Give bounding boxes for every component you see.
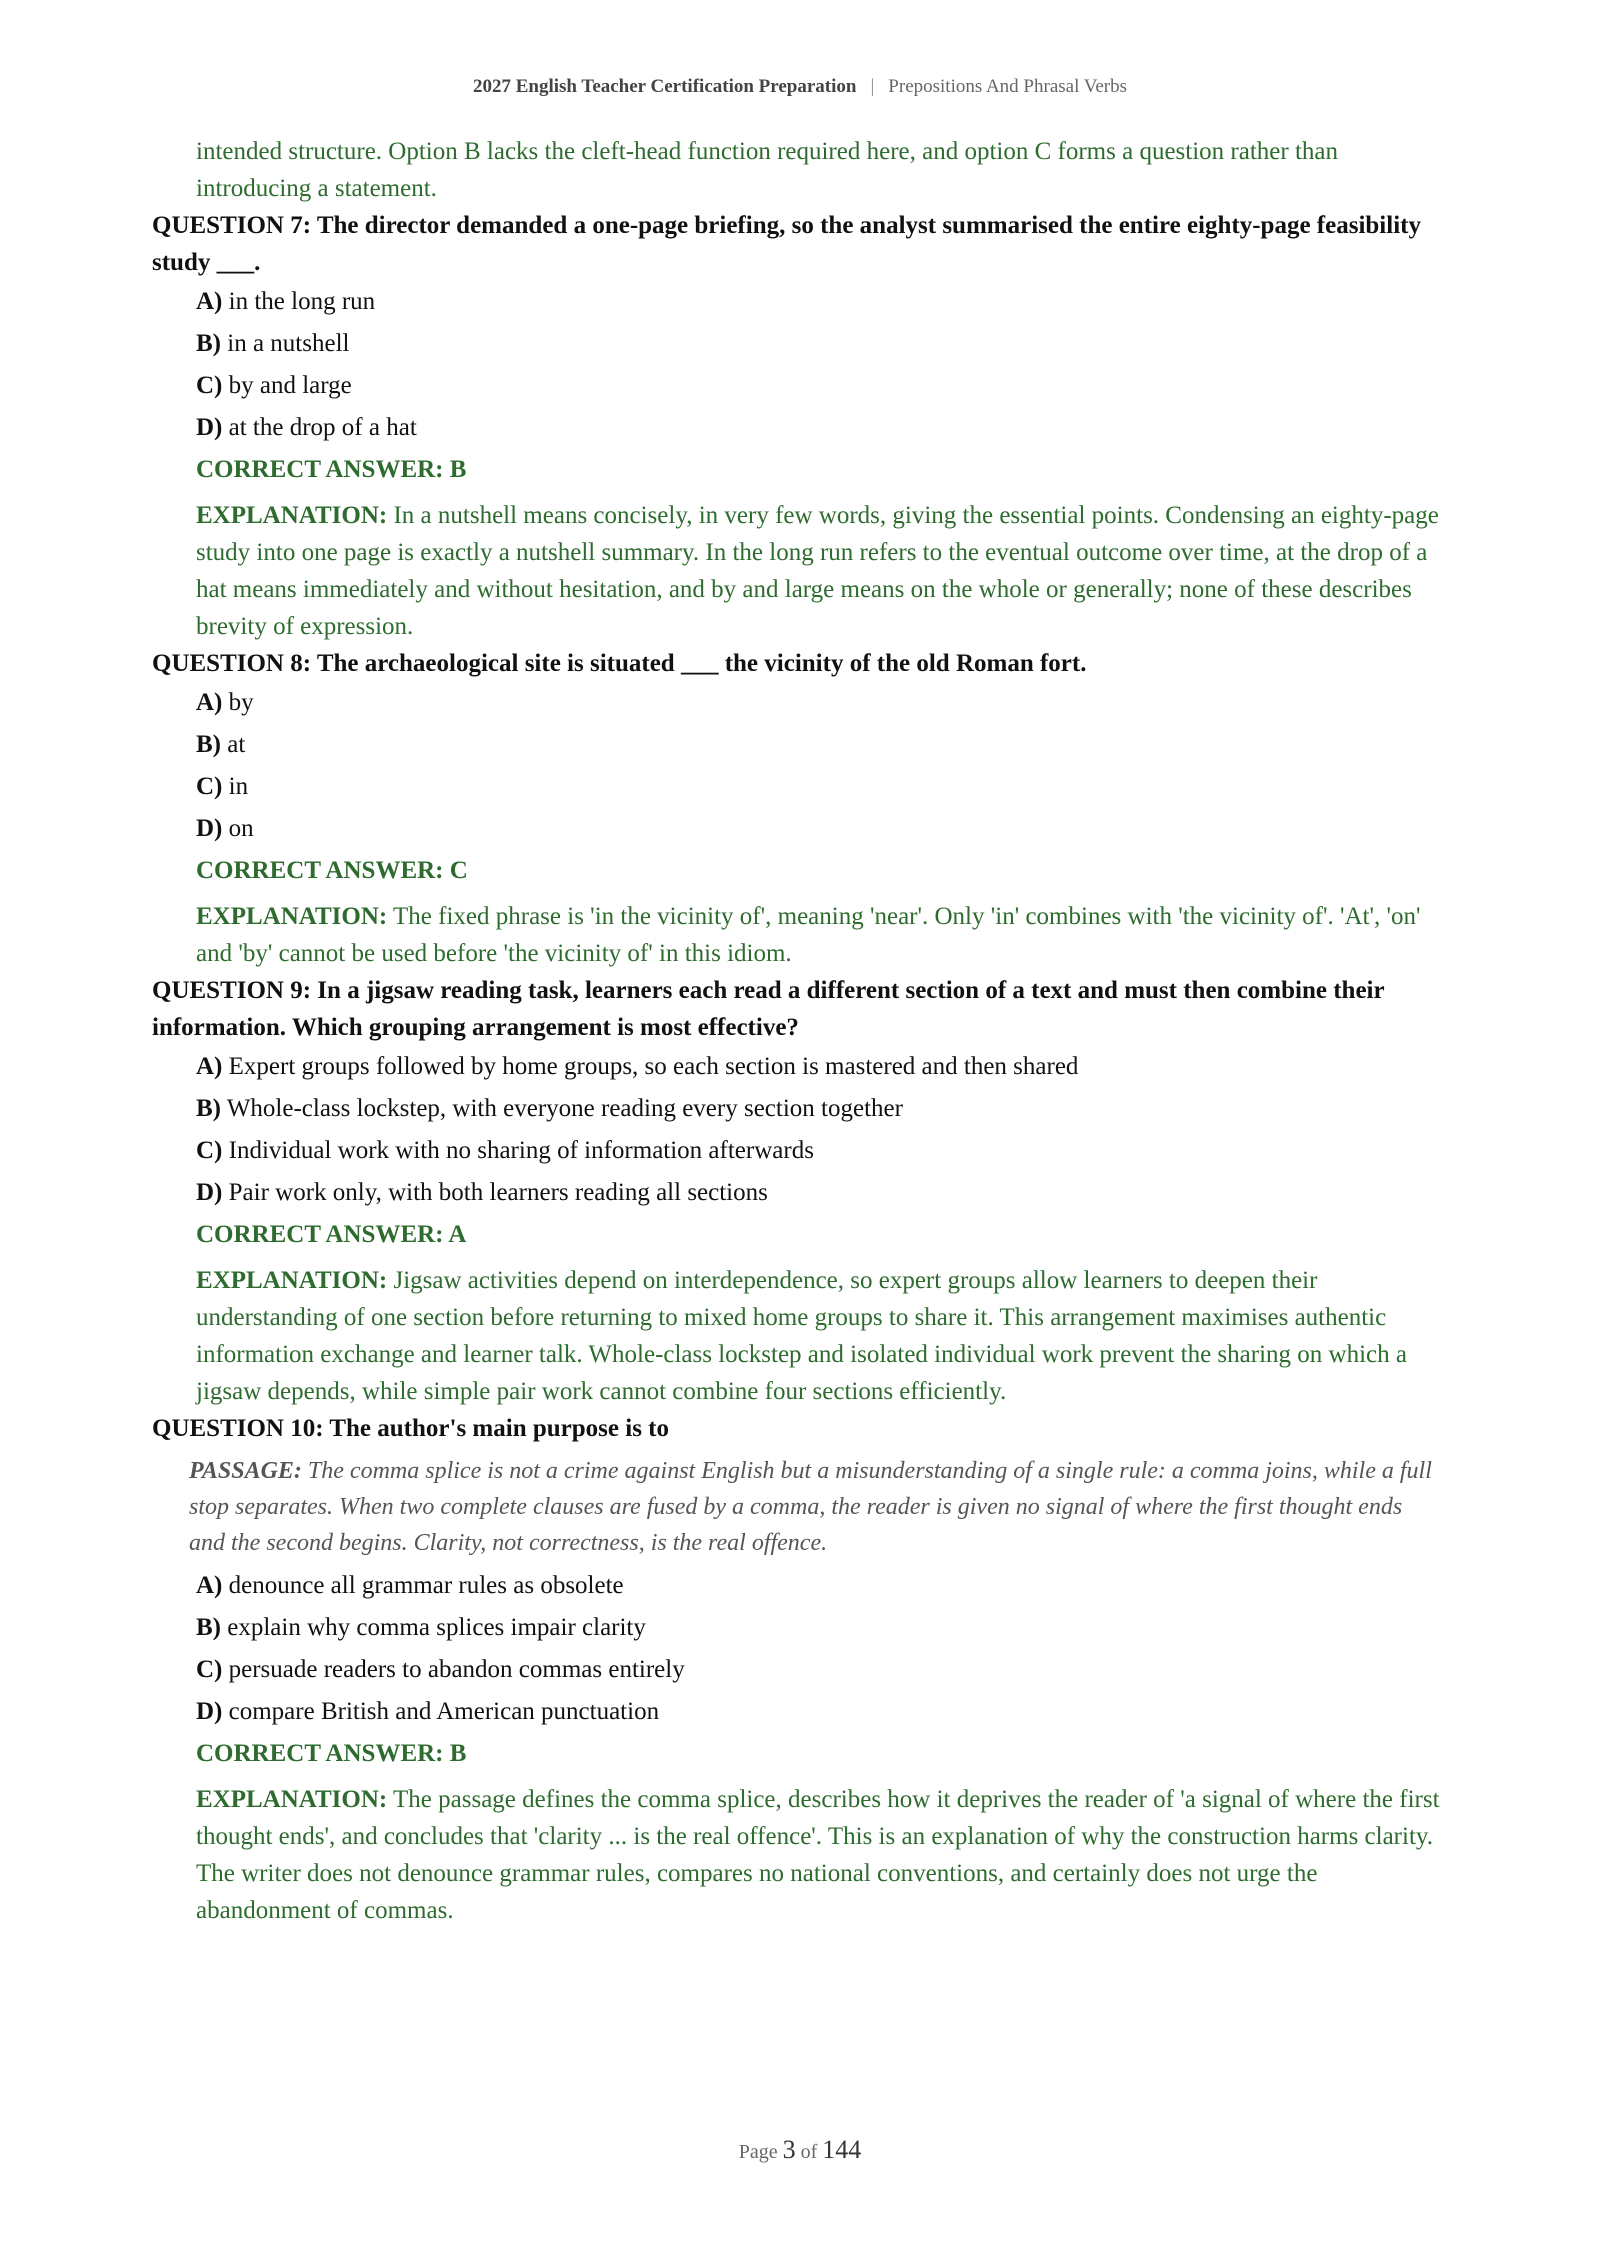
page-word: Page [738,2141,778,2163]
explanation [196,1781,1442,1929]
option-b [196,1613,1442,1643]
correct-answer: CORRECT ANSWER: C [196,857,468,884]
option-text: by and large [228,372,352,399]
reading-passage [189,1453,1442,1561]
question-block-10 [152,1410,1442,1929]
explanation [196,1262,1442,1410]
page-footer [0,2135,1600,2165]
option-letter: B) [196,731,221,758]
header-separator: | [870,76,875,97]
option-text: Individual work with no sharing of information afterwards [228,1137,814,1164]
option-a [196,1052,1442,1082]
option-c [196,371,1442,401]
option-d [196,1697,1442,1727]
page-number: 3 [782,2135,796,2164]
option-text: by [228,689,254,716]
option-text: in a nutshell [227,330,350,357]
option-text: denounce all grammar rules as obsolete [228,1572,624,1599]
section-title: Prepositions And Phrasal Verbs [888,76,1128,97]
explanation-label: EXPLANATION: [196,903,388,930]
option-text: in [228,773,249,800]
document-title: 2027 English Teacher Certification Preparation [472,76,857,97]
page-content [152,133,1442,1929]
correct-answer: CORRECT ANSWER: B [196,1740,467,1767]
previous-explanation-continuation: intended structure. Option B lacks the cleft-head function required here, and option C forms a question rather than introducing a statement. [196,138,1339,202]
option-letter: A) [196,1572,223,1599]
question-title: QUESTION 8: The archaeological site is situated ___ the vicinity of the old Roman fort. [152,650,1087,677]
option-c [196,772,1442,802]
option-a [196,1571,1442,1601]
option-letter: B) [196,330,221,357]
question-block-8 [152,645,1442,972]
question-block-7 [152,207,1442,645]
explanation-label: EXPLANATION: [196,502,388,529]
explanation-text: The passage defines the comma splice, describes how it deprives the reader of 'a signal of where the first thought ends', and concludes that 'clarity ... is the real offence'. This is an explanation of why the construction harms clarity. The writer does not denounce grammar rules, compares no national conventions, and certainly does not urge the abandonment of commas. [196,1786,1440,1924]
option-text: in the long run [228,288,376,315]
option-letter: B) [196,1095,221,1122]
option-text: compare British and American punctuation [228,1698,660,1725]
option-text: Expert groups followed by home groups, so each section is mastered and then shared [228,1053,1079,1080]
option-letter: A) [196,689,223,716]
explanation [196,497,1442,645]
option-b [196,329,1442,359]
question-block-9 [152,972,1442,1410]
option-text: Pair work only, with both learners reading all sections [228,1179,768,1206]
option-text: Whole-class lockstep, with everyone reading every section together [226,1095,903,1122]
option-letter: D) [196,1698,223,1725]
total-pages: 144 [822,2135,862,2164]
option-letter: D) [196,1179,223,1206]
passage-text: The comma splice is not a crime against English but a misunderstanding of a single rule: a comma joins, while a full stop separates. When two complete clauses are fused by a comma, the reader is given no signal of where the first thought ends and the second begins. Clarity, not correctness, is the real offence. [189,1458,1432,1556]
option-b [196,1094,1442,1124]
question-title: QUESTION 9: In a jigsaw reading task, learners each read a different section of a text and must then combine their information. Which grouping arrangement is most effective? [152,977,1385,1041]
option-letter: A) [196,1053,223,1080]
question-title: QUESTION 7: The director demanded a one-page briefing, so the analyst summarised the entire eighty-page feasibility study ___. [152,212,1421,276]
option-letter: C) [196,372,223,399]
option-d [196,413,1442,443]
explanation-label: EXPLANATION: [196,1267,388,1294]
option-letter: C) [196,773,223,800]
question-title: QUESTION 10: The author's main purpose is to [152,1415,669,1442]
option-b [196,730,1442,760]
option-text: on [228,815,254,842]
explanation-text: The fixed phrase is 'in the vicinity of', meaning 'near'. Only 'in' combines with 'the vicinity of'. 'At', 'on' and 'by' cannot be used before 'the vicinity of' in this idiom. [196,903,1421,967]
explanation-label: EXPLANATION: [196,1786,388,1813]
option-d [196,814,1442,844]
option-letter: D) [196,414,223,441]
of-word: of [800,2141,818,2163]
explanation-text: Jigsaw activities depend on interdependence, so expert groups allow learners to deepen their understanding of one section before returning to mixed home groups to share it. This arrangement maximises authentic information exchange and learner talk. Whole-class lockstep and isolated individual work prevent the sharing on which a jigsaw depends, while simple pair work cannot combine four sections efficiently. [196,1267,1407,1405]
option-a [196,287,1442,317]
option-letter: B) [196,1614,221,1641]
option-letter: C) [196,1137,223,1164]
option-c [196,1136,1442,1166]
explanation-text: In a nutshell means concisely, in very few words, giving the essential points. Condensing an eighty-page study into one page is exactly a nutshell summary. In the long run refers to the eventual outcome over time, at the drop of a hat means immediately and without hesitation, and by and large means on the whole or generally; none of these describes brevity of expression. [196,502,1439,640]
option-text: persuade readers to abandon commas entirely [228,1656,685,1683]
option-letter: A) [196,288,223,315]
explanation [196,898,1442,972]
running-header [0,76,1600,98]
passage-label: PASSAGE: [189,1458,302,1484]
correct-answer: CORRECT ANSWER: A [196,1221,467,1248]
option-d [196,1178,1442,1208]
option-letter: D) [196,815,223,842]
option-text: at [227,731,246,758]
option-a [196,688,1442,718]
option-text: explain why comma splices impair clarity [227,1614,646,1641]
option-letter: C) [196,1656,223,1683]
correct-answer: CORRECT ANSWER: B [196,456,467,483]
option-text: at the drop of a hat [228,414,417,441]
option-c [196,1655,1442,1685]
